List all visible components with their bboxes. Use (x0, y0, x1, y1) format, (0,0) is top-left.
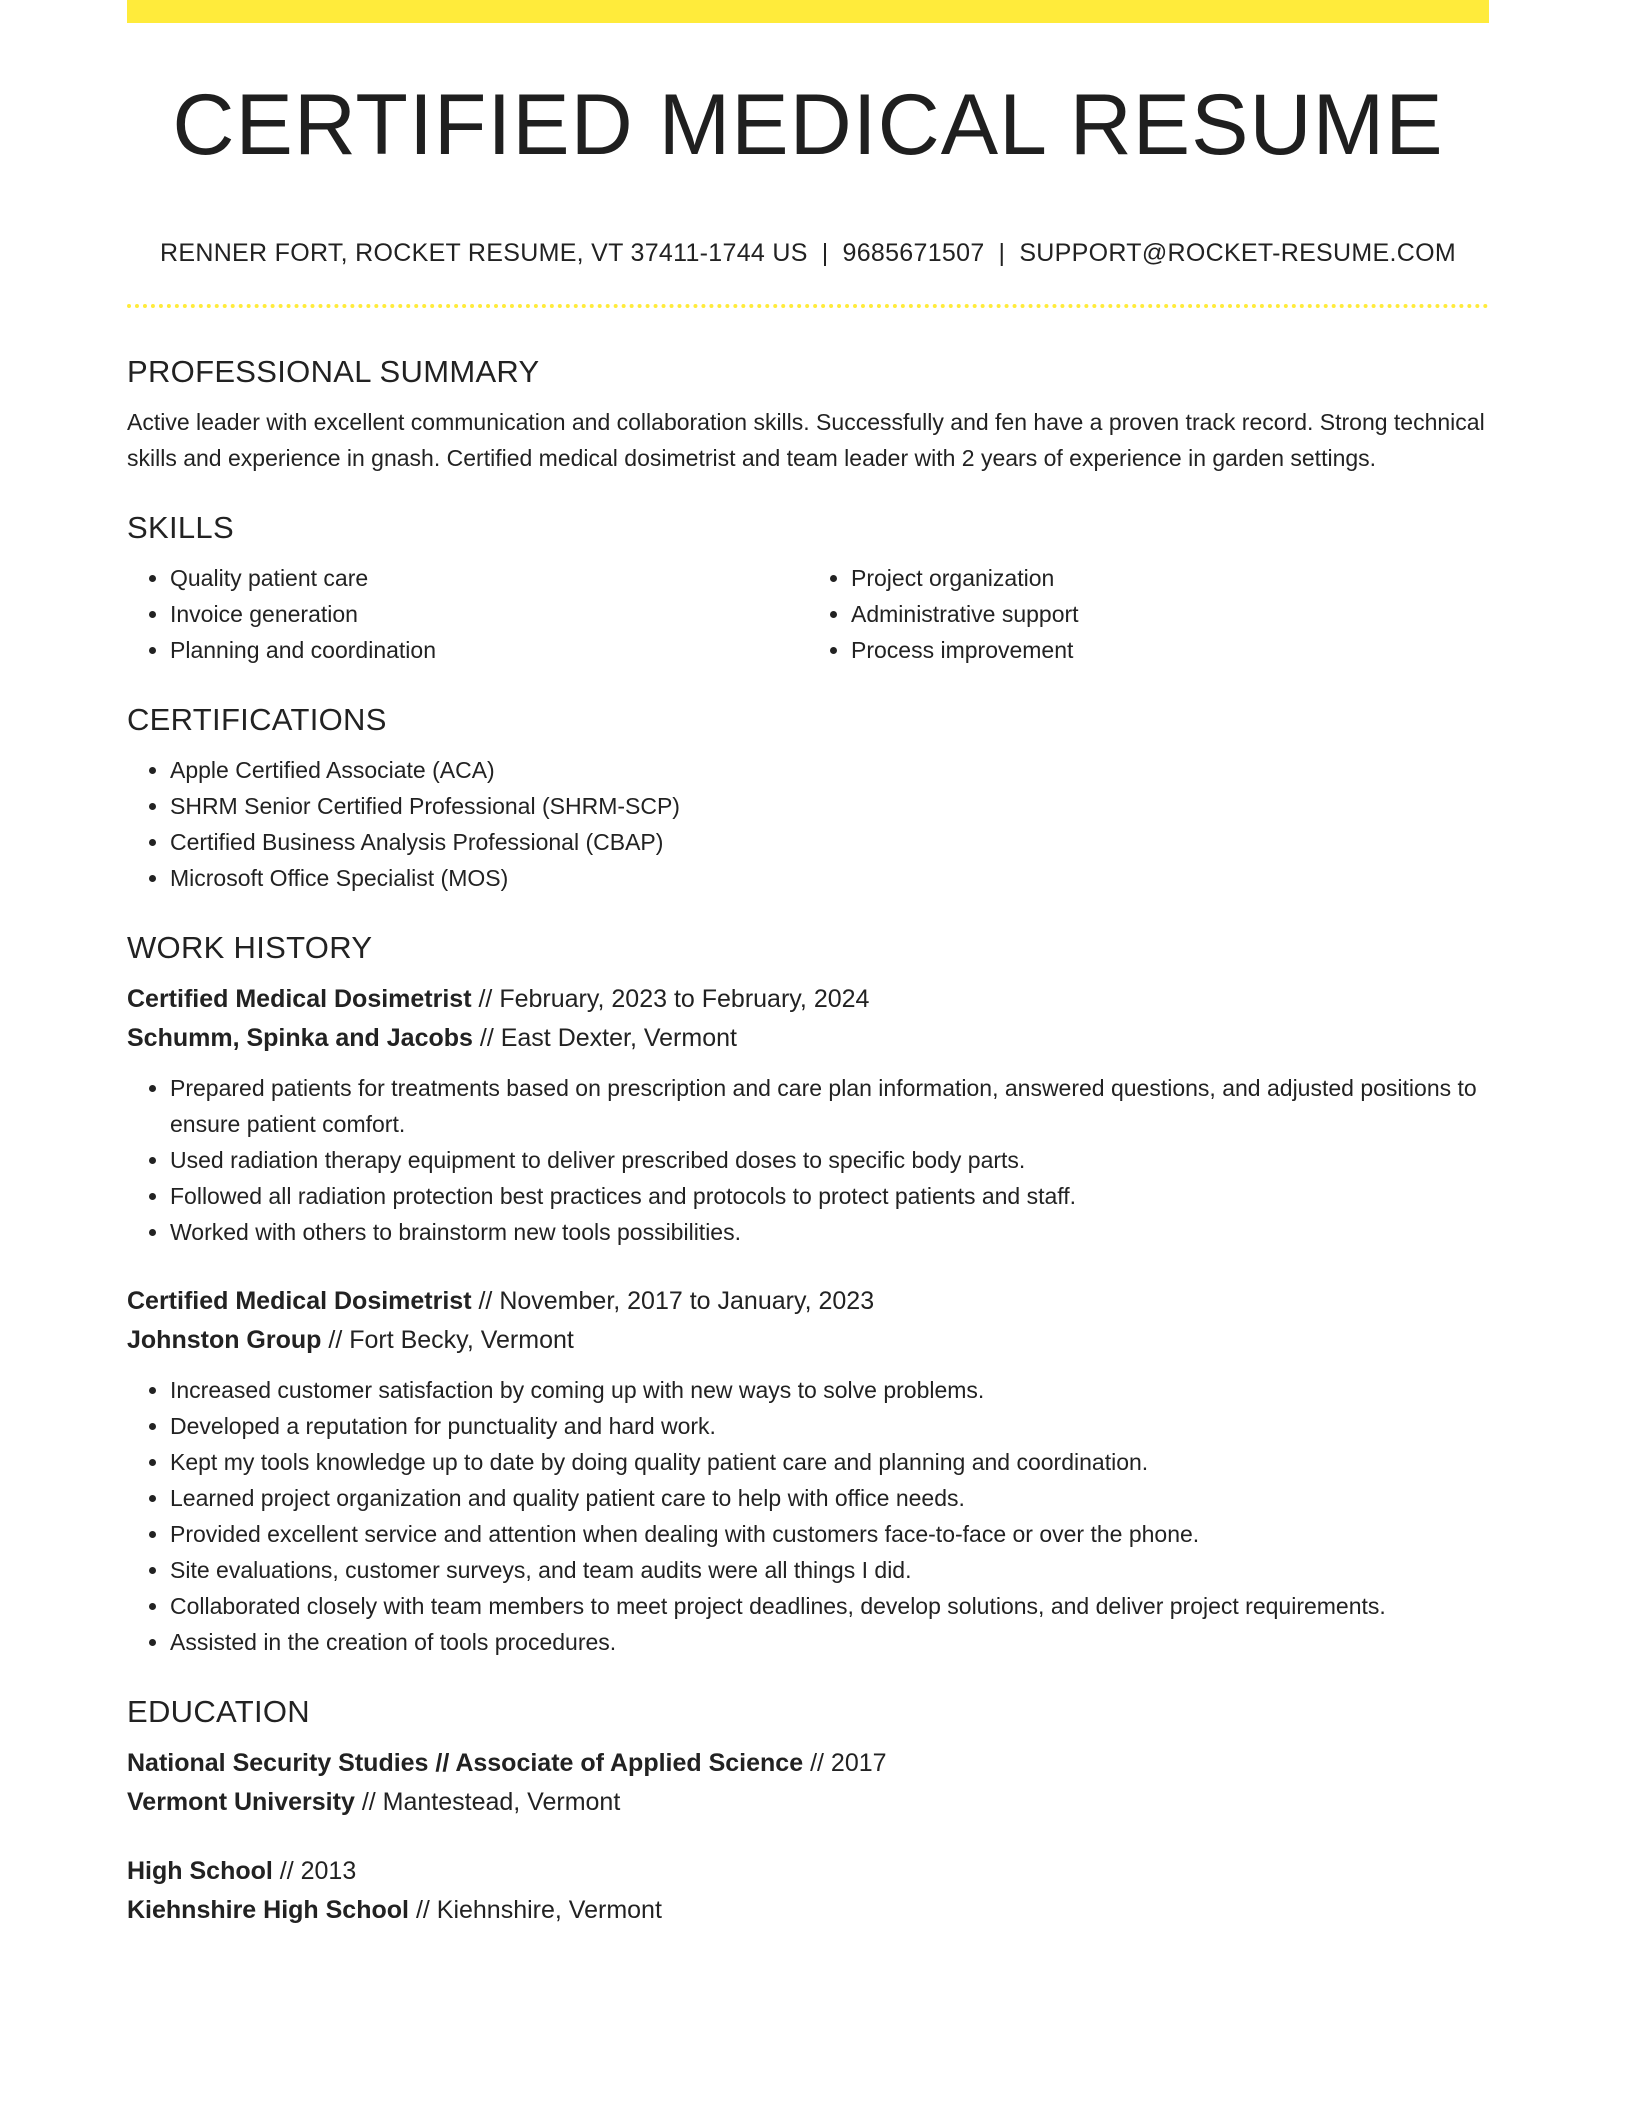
job-company-line (127, 1321, 1489, 1360)
summary-heading: PROFESSIONAL SUMMARY (127, 354, 540, 389)
certifications-list (127, 752, 1489, 896)
certification-item: • Certified Business Analysis Professional (CBAP) (170, 824, 1489, 860)
job-location: // Fort Becky, Vermont (328, 1326, 574, 1354)
job-bullets (127, 1372, 1489, 1660)
education-heading: EDUCATION (127, 1694, 310, 1729)
certification-item: • Apple Certified Associate (ACA) (170, 752, 1489, 788)
job-bullet: • Provided excellent service and attention when dealing with customers face-to-face or over the phone. (170, 1516, 1489, 1552)
job-bullet: • Assisted in the creation of tools procedures. (170, 1624, 1489, 1660)
work-history-heading: WORK HISTORY (127, 930, 373, 965)
education-degree-line (127, 1852, 1489, 1891)
skills-list-right (808, 560, 1489, 668)
job-title: Certified Medical Dosimetrist (127, 1287, 472, 1315)
summary-text: Active leader with excellent communication and collaboration skills. Successfully and fen have a proven track record. Strong technical skills and experience in gnash. Certified medical dosimetrist and team leader with 2 years of experience in garden settings. (127, 409, 1485, 471)
education-degree-line (127, 1744, 1489, 1783)
certifications-heading: CERTIFICATIONS (127, 702, 387, 737)
job-bullets (127, 1070, 1489, 1250)
certifications-section (127, 700, 1489, 896)
resume-title: CERTIFIED MEDICAL RESUME (172, 77, 1444, 173)
job-title: Certified Medical Dosimetrist (127, 985, 472, 1013)
job-title-line (127, 980, 1489, 1019)
job-bullet: • Learned project organization and quality patient care to help with office needs. (170, 1480, 1489, 1516)
skills-list-left (127, 560, 808, 668)
skill-item: • Process improvement (851, 632, 1489, 668)
job-bullet: • Site evaluations, customer surveys, and team audits were all things I did. (170, 1552, 1489, 1588)
job-bullet: • Kept my tools knowledge up to date by doing quality patient care and planning and coordination. (170, 1444, 1489, 1480)
skills-columns (127, 560, 1489, 668)
skill-item: • Administrative support (851, 596, 1489, 632)
job-company: Johnston Group (127, 1326, 322, 1354)
education-degree: High School (127, 1857, 273, 1885)
job-company: Schumm, Spinka and Jacobs (127, 1024, 473, 1052)
education-year: // 2013 (279, 1857, 357, 1885)
resume-body (127, 352, 1489, 1930)
job-bullet: • Increased customer satisfaction by coming up with new ways to solve problems. (170, 1372, 1489, 1408)
contact-address: RENNER FORT, ROCKET RESUME, VT 37411-1744 US (160, 239, 808, 267)
job-dates: // February, 2023 to February, 2024 (478, 985, 870, 1013)
skill-item: • Planning and coordination (170, 632, 808, 668)
skill-item: • Quality patient care (170, 560, 808, 596)
skill-item: • Project organization (851, 560, 1489, 596)
job-location: // East Dexter, Vermont (479, 1024, 737, 1052)
education-entry (127, 1744, 1489, 1822)
contact-phone: 9685671507 (842, 239, 985, 267)
education-location: // Kiehnshire, Vermont (415, 1896, 662, 1924)
education-degree: National Security Studies // Associate of Applied Science (127, 1749, 804, 1777)
skills-heading: SKILLS (127, 510, 234, 545)
certification-item: • SHRM Senior Certified Professional (SHRM-SCP) (170, 788, 1489, 824)
job-title-line (127, 1282, 1489, 1321)
education-location: // Mantestead, Vermont (361, 1788, 621, 1816)
job-bullet: • Worked with others to brainstorm new tools possibilities. (170, 1214, 1489, 1250)
contact-line (127, 238, 1489, 268)
job-dates: // November, 2017 to January, 2023 (478, 1287, 875, 1315)
education-school-line (127, 1891, 1489, 1930)
work-history-section (127, 928, 1489, 1660)
skill-item: • Invoice generation (170, 596, 808, 632)
job-company-line (127, 1019, 1489, 1058)
education-year: // 2017 (810, 1749, 887, 1777)
job-entry (127, 980, 1489, 1250)
job-bullet: • Followed all radiation protection best practices and protocols to protect patients and staff. (170, 1178, 1489, 1214)
education-entry (127, 1852, 1489, 1930)
job-bullet: • Collaborated closely with team members to meet project deadlines, develop solutions, and deliver project requirements. (170, 1588, 1489, 1624)
contact-separator: | (998, 239, 1006, 267)
skills-section (127, 508, 1489, 668)
certification-item: • Microsoft Office Specialist (MOS) (170, 860, 1489, 896)
education-school: Vermont University (127, 1788, 355, 1816)
education-school: Kiehnshire High School (127, 1896, 409, 1924)
job-bullet: • Used radiation therapy equipment to deliver prescribed doses to specific body parts. (170, 1142, 1489, 1178)
job-bullet: • Developed a reputation for punctuality and hard work. (170, 1408, 1489, 1444)
contact-separator: | (821, 239, 829, 267)
header-divider (127, 304, 1489, 308)
top-accent-bar (127, 0, 1489, 23)
job-bullet: • Prepared patients for treatments based on prescription and care plan information, answered questions, and adjusted positions to ensure patient comfort. (170, 1070, 1489, 1142)
education-section (127, 1692, 1489, 1930)
education-school-line (127, 1783, 1489, 1822)
job-entry (127, 1282, 1489, 1660)
contact-email: SUPPORT@ROCKET-RESUME.COM (1019, 239, 1456, 267)
summary-section (127, 352, 1489, 476)
